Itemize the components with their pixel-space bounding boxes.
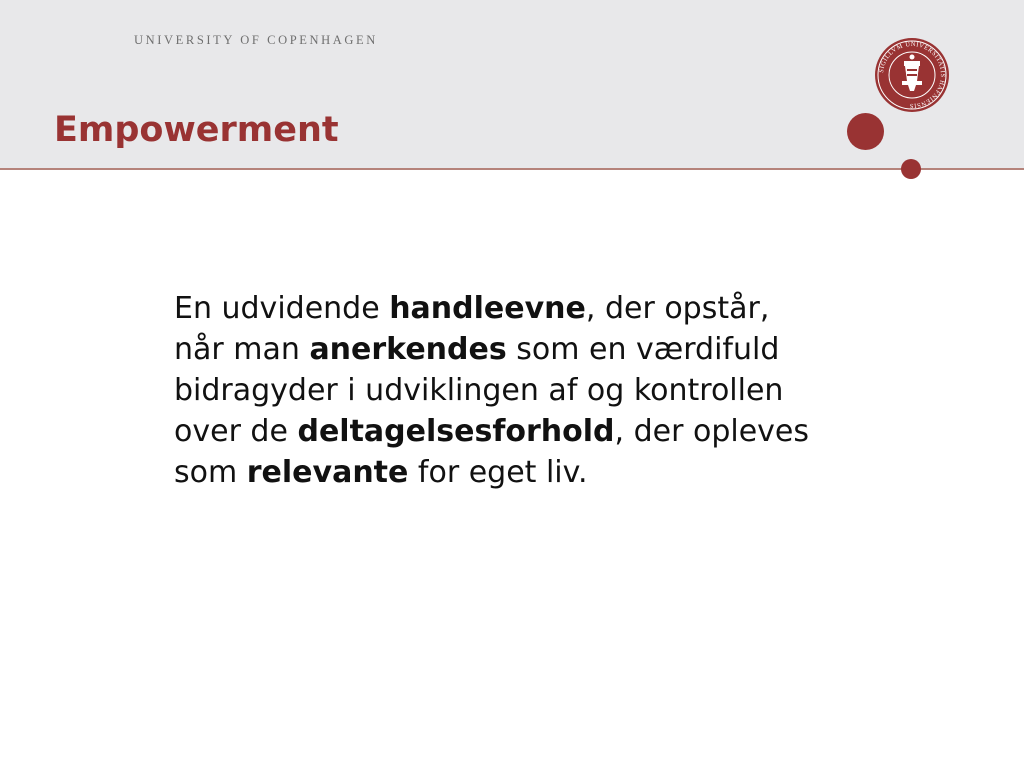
header-divider — [0, 168, 1024, 170]
text-segment: når man — [174, 332, 310, 367]
text-segment: , der opstår, — [585, 291, 770, 326]
text-segment: En udvidende — [174, 291, 390, 326]
text-segment: som en værdifuld — [506, 332, 780, 367]
university-name: UNIVERSITY OF COPENHAGEN — [134, 33, 378, 47]
text-segment: over de — [174, 414, 298, 449]
decorative-dot-large — [847, 113, 884, 150]
text-segment: , der opleves — [614, 414, 810, 449]
text-segment: for eget liv. — [408, 455, 588, 490]
slide-title: Empowerment — [54, 110, 339, 150]
seal-ring-text: SIGILLVM UNIVERSITATIS HAFNIENSIS — [878, 40, 947, 110]
paragraph-line — [174, 411, 914, 452]
emphasis-segment: handleevne — [389, 291, 586, 326]
text-segment: bidragyder i udviklingen af og kontrollen — [174, 373, 784, 408]
paragraph-line — [174, 329, 914, 370]
emphasis-segment: anerkendes — [309, 332, 507, 367]
paragraph-line — [174, 370, 914, 411]
paragraph-line — [174, 288, 914, 329]
university-seal-icon — [874, 37, 950, 113]
emphasis-segment: relevante — [246, 455, 409, 490]
paragraph-line — [174, 452, 914, 493]
definition-paragraph — [174, 288, 914, 493]
text-segment: som — [174, 455, 247, 490]
decorative-dot-small — [901, 159, 921, 179]
emphasis-segment: deltagelsesforhold — [297, 414, 615, 449]
